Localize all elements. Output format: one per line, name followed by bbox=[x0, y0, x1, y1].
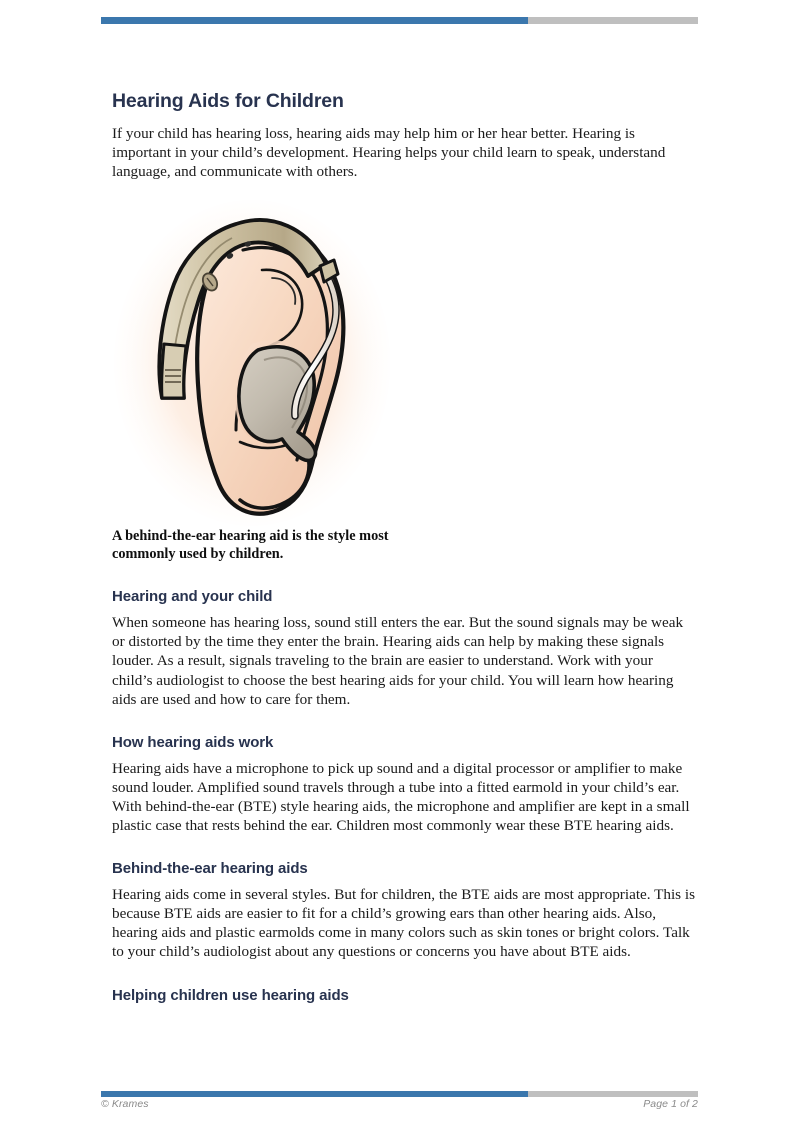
section-body: Hearing aids come in several styles. But for children, the BTE aids are most appropriate. This is because BTE aids are easier to fit for a child’s growing ears than other hearing aids. Also, hearing aids and plastic earmolds come in many colors such as skin tones or bright colors. Talk to your child’s audiologist about any questions or concerns you have about BTE aids. bbox=[112, 886, 696, 961]
footer-rule bbox=[101, 1091, 698, 1097]
section-how-hearing-aids-work bbox=[112, 734, 696, 835]
section-body: When someone has hearing loss, sound still enters the ear. But the sound signals may be weak or distorted by the time they enter the brain. Hearing aids can help by making these signals louder. As a result, signals traveling to the brain are easier to understand. Work with your child’s audiologist to choose the best hearing aids for your child. You will learn how hearing aids are used and how to care for them. bbox=[112, 614, 684, 708]
section-heading: Hearing and your child bbox=[112, 588, 273, 606]
footer-rule-blue-segment bbox=[101, 1091, 528, 1097]
header-rule-blue-segment bbox=[101, 17, 528, 24]
figure-caption: A behind-the-ear hearing aid is the style most commonly used by children. bbox=[112, 528, 389, 562]
ear-hearing-aid-illustration bbox=[112, 198, 392, 528]
page-title: Hearing Aids for Children bbox=[112, 90, 344, 112]
intro-paragraph: If your child has hearing loss, hearing aids may help him or her hear better. Hearing is important in your child’s development. Hearing helps your child learn to speak, understand language, and communicate with others. bbox=[112, 125, 666, 181]
section-body: Hearing aids have a microphone to pick up sound and a digital processor or amplifier to make sound louder. Amplified sound travels through a tube into a fitted earmold in your child’s ear. With behind-the-ear (BTE) style hearing aids, the microphone and amplifier are kept in a small plastic case that rests behind the ear. Children most commonly wear these BTE hearing aids. bbox=[112, 759, 690, 835]
header-rule bbox=[101, 17, 698, 24]
footer bbox=[101, 1098, 698, 1110]
section-heading: How hearing aids work bbox=[112, 733, 274, 751]
section-hearing-and-your-child bbox=[112, 588, 696, 708]
section-heading: Helping children use hearing aids bbox=[112, 986, 349, 1004]
footer-rule-gray-segment bbox=[528, 1091, 698, 1097]
header-rule-gray-segment bbox=[528, 17, 698, 24]
section-behind-the-ear-hearing-aids bbox=[112, 860, 696, 961]
section-helping-children-use-hearing-aids bbox=[112, 987, 696, 1004]
document-content bbox=[112, 90, 696, 1012]
section-heading: Behind-the-ear hearing aids bbox=[112, 860, 308, 878]
footer-page-number: Page 1 of 2 bbox=[643, 1098, 698, 1110]
footer-copyright: © Krames bbox=[101, 1098, 149, 1110]
hearing-aid-battery-door bbox=[162, 344, 186, 398]
